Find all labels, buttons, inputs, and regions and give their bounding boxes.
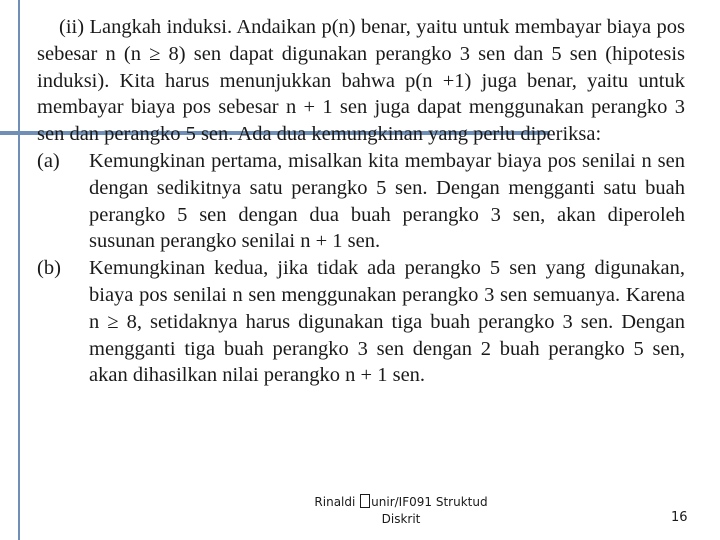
footer-author-prefix: Rinaldi [314,495,360,509]
footer-line-1 [296,494,506,511]
page-number: 16 [671,510,688,525]
case-a [37,148,685,255]
induction-step-paragraph: (ii) Langkah induksi. Andaikan p(n) benar, yaitu untuk membayar biaya pos sebesar n (n ≥ 8) sen dapat digunakan perangko 3 sen dan 5 sen (hipotesis induksi). Kita harus menunjukkan bahwa p(n +1) juga benar, yaitu untuk membayar biaya pos sebesar n + 1 sen juga dapat menggunakan perangko 3 sen dan perangko 5 sen. Ada dua kemungkinan yang perlu diperiksa: [37,16,685,146]
footer-author-suffix: unir/IF091 Struktud [371,495,488,509]
footer-line-2: Diskrit [381,512,421,526]
slide-footer [296,494,506,528]
case-b-marker: (b) [37,257,61,280]
missing-glyph-icon [360,494,370,508]
left-accent-rule [18,0,20,540]
slide-body [37,14,685,389]
case-b [37,255,685,389]
case-b-text: Kemungkinan kedua, jika tidak ada perangko 5 sen yang digunakan, biaya pos senilai n sen menggunakan perangko 3 sen semuanya. Karena n ≥ 8, setidaknya harus digunakan tiga buah perangko 3 sen. Dengan mengganti tiga buah perangko 3 sen dengan 2 buah perangko 5 sen, akan dihasilkan nilai perangko n + 1 sen. [89,257,685,387]
case-a-text: Kemungkinan pertama, misalkan kita membayar biaya pos senilai n sen dengan sedikitnya satu perangko 5 sen. Dengan mengganti satu buah perangko 5 sen dengan dua buah perangko 3 sen, akan diperoleh susunan perangko senilai n + 1 sen. [89,149,685,253]
case-a-marker: (a) [37,149,60,172]
